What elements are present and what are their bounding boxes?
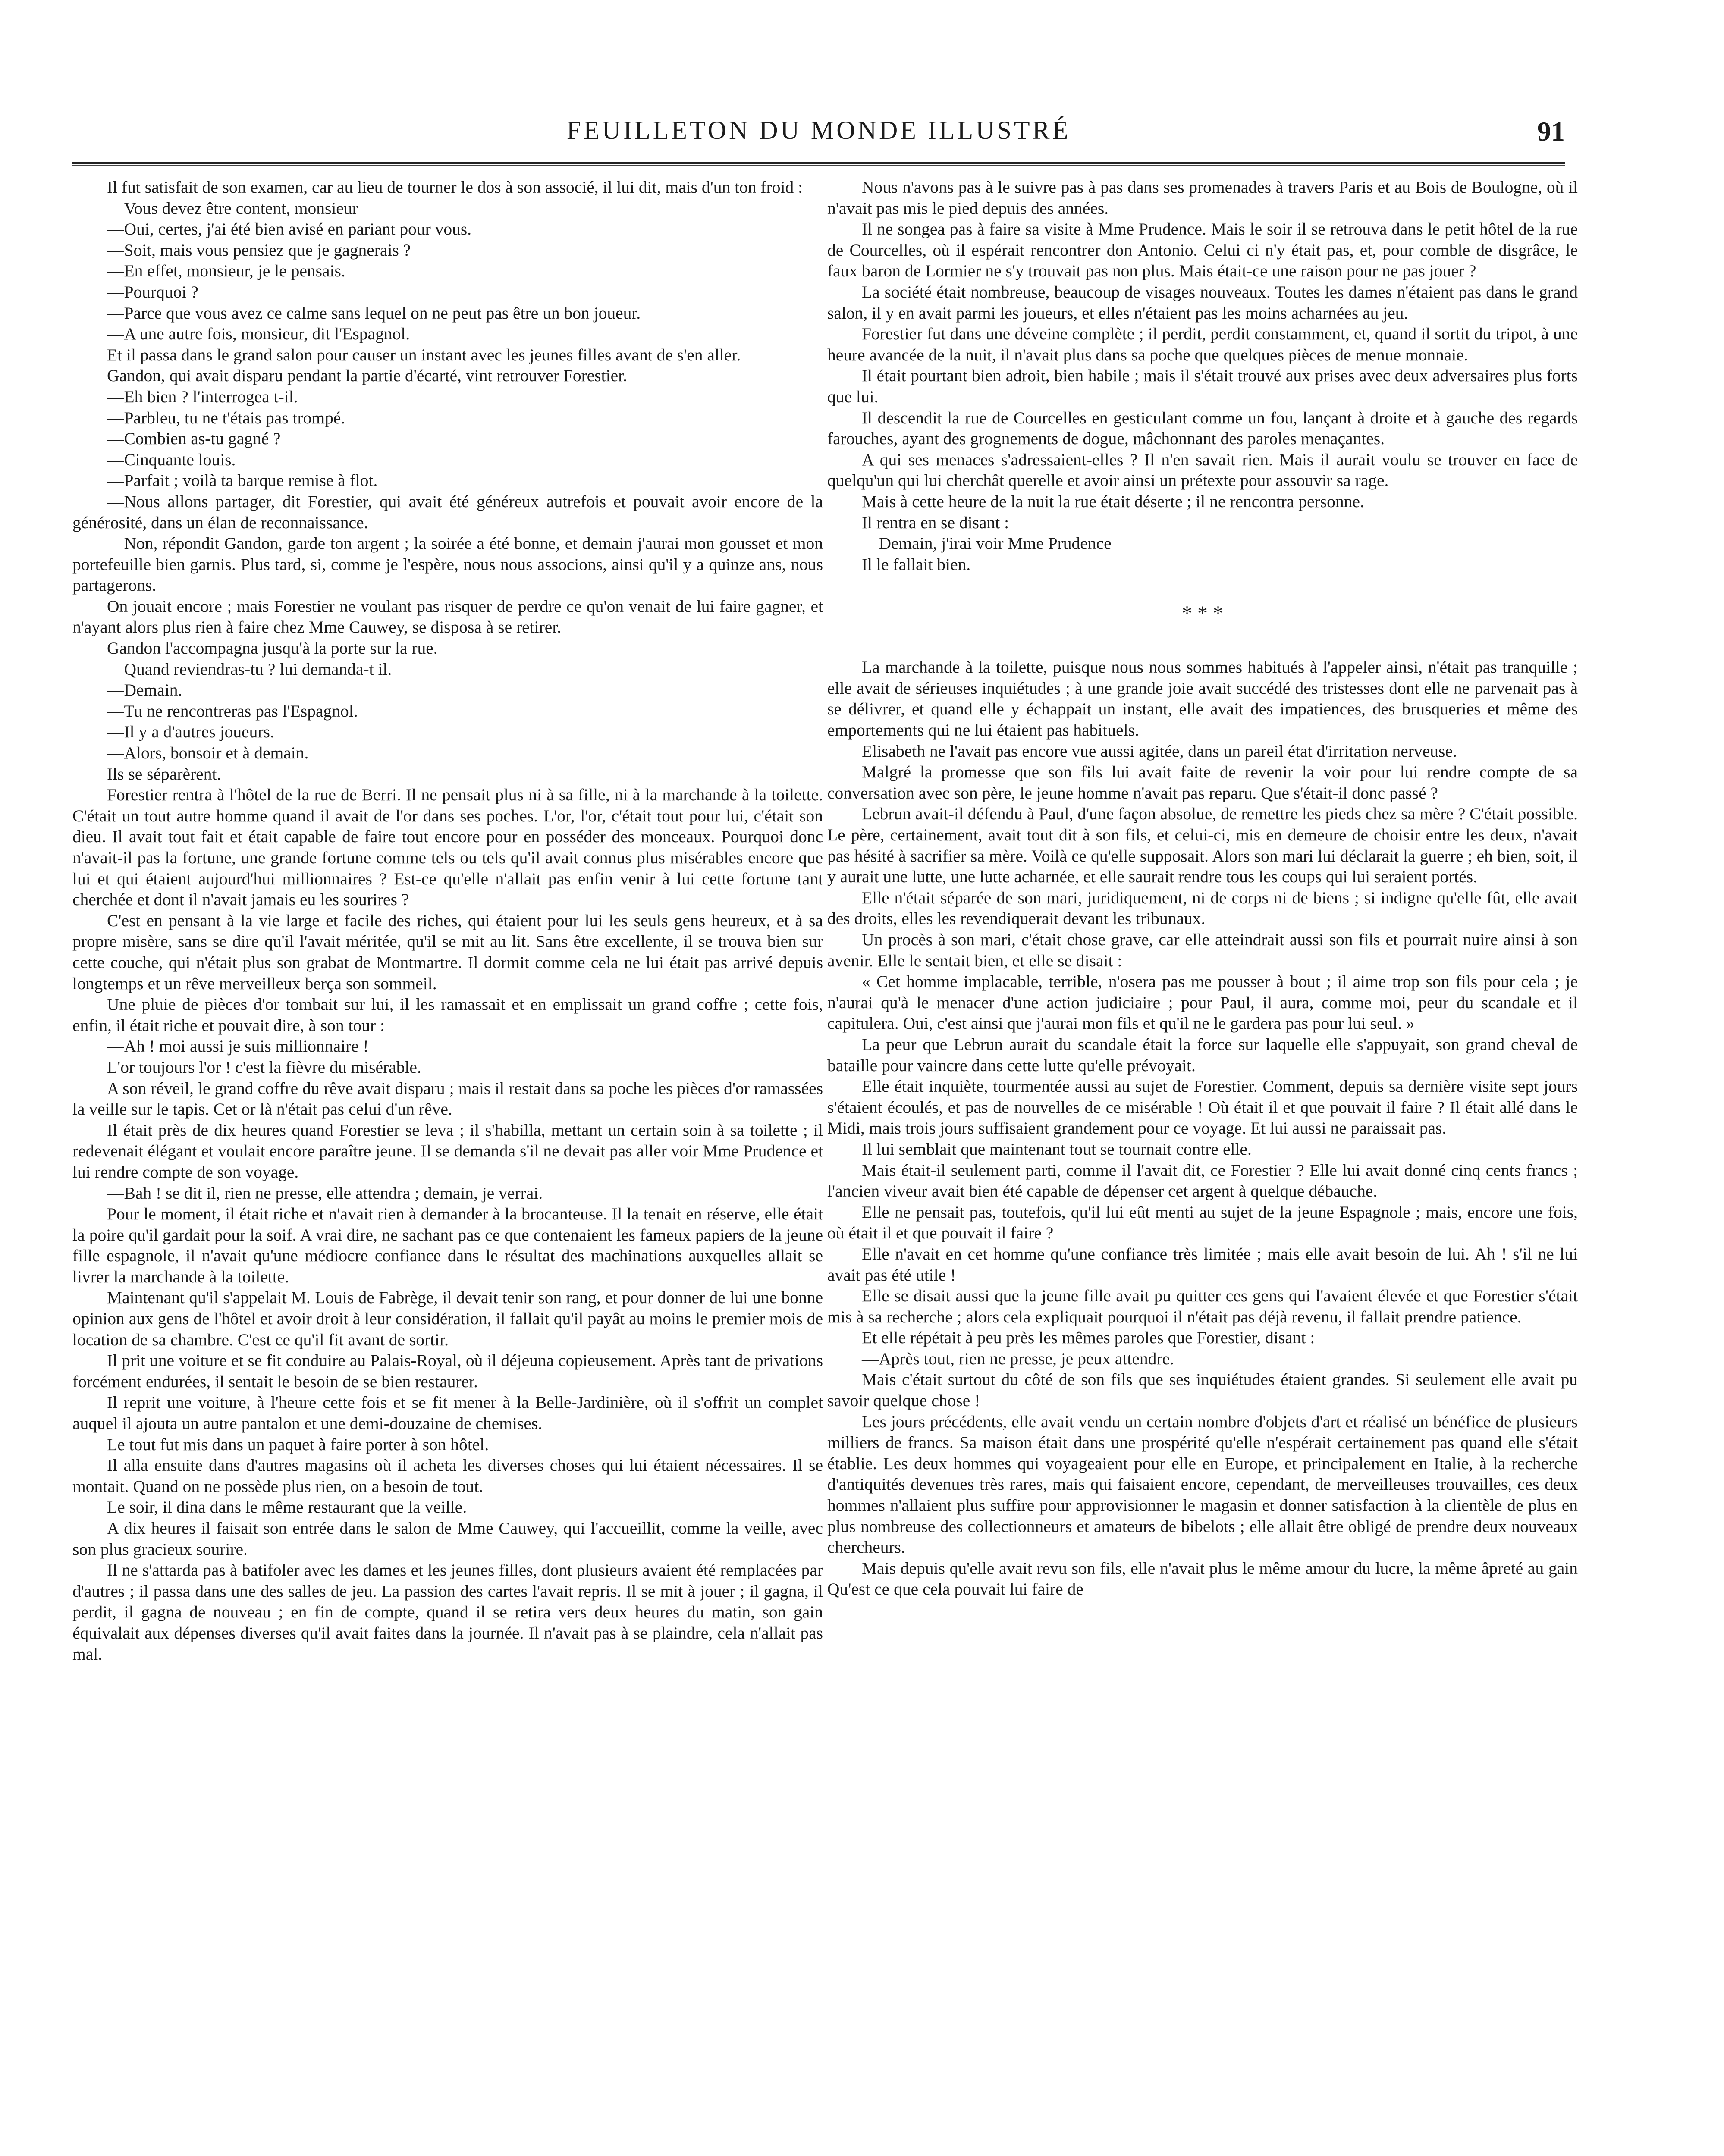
paragraph: —Oui, certes, j'ai été bien avisé en pariant pour vous. (107, 219, 472, 239)
paragraph: A dix heures il faisait son entrée dans le salon de Mme Cauwey, qui l'accueillit, comme la veille, avec son plus gracieux sourire. (72, 1519, 823, 1559)
paragraph: « Cet homme implacable, terrible, n'osera pas me pousser à bout ; il aime trop son fils pour cela ; je n'aurai qu'à le menacer d'une action judiciaire ; pour Paul, il aura, comme moi, peur du scandale et il capitulera. Oui, c'est ainsi que j'aurai mon fils et qu'il ne le gardera pas pour lui seul. » (827, 972, 1578, 1033)
paragraph: —Parbleu, tu ne t'étais pas trompé. (107, 408, 345, 427)
header-rule-thin (72, 165, 1565, 166)
paragraph: Et elle répétait à peu près les mêmes paroles que Forestier, disant : (862, 1328, 1315, 1348)
paragraph: —Eh bien ? l'interrogea t-il. (107, 387, 298, 406)
paragraph: Gandon, qui avait disparu pendant la partie d'écarté, vint retrouver Forestier. (107, 366, 627, 385)
paragraph: Et il passa dans le grand salon pour causer un instant avec les jeunes filles avant de s'en aller. (107, 345, 741, 364)
right-column (827, 177, 1578, 1600)
paragraph: A son réveil, le grand coffre du rêve avait disparu ; mais il restait dans sa poche les pièces d'or ramassées la veille sur le tapis. Cet or là n'était pas celui d'un rêve. (72, 1078, 823, 1119)
paragraph: Elle se disait aussi que la jeune fille avait pu quitter ces gens qui l'avaient élevée et que Forestier s'était mis à sa recherche ; alors cela expliquait pourquoi il n'était pas déjà revenu, il fallait prendre patience. (827, 1286, 1578, 1326)
paragraph: —Combien as-tu gagné ? (107, 429, 281, 448)
paragraph: La société était nombreuse, beaucoup de visages nouveaux. Toutes les dames n'étaient pas dans le grand salon, il y en avait parmi les joueurs, et elles n'étaient pas les moins acharnées au jeu. (827, 282, 1578, 323)
left-column (72, 177, 823, 1664)
paragraph: Il rentra en se disant : (862, 513, 1009, 532)
paragraph: Un procès à son mari, c'était chose grave, car elle atteindrait aussi son fils et pourrait nuire ainsi à son avenir. Elle le sentait bien, et elle se disait : (827, 930, 1578, 970)
paragraph: Mais depuis qu'elle avait revu son fils, elle n'avait plus le même amour du lucre, la même âpreté au gain Qu'est ce que cela pouvait lui faire de (827, 1558, 1578, 1599)
paragraph: Gandon l'accompagna jusqu'à la porte sur la rue. (107, 639, 438, 658)
paragraph: —Non, répondit Gandon, garde ton argent ; la soirée a été bonne, et demain j'aurai mon gousset et mon portefeuille bien garnis. Plus tard, si, comme je l'espère, nous nous associons, ainsi qu'il y a quinze ans, nous partagerons. (72, 534, 823, 595)
paragraph: Il fut satisfait de son examen, car au lieu de tourner le dos à son associé, il lui dit, mais d'un ton froid : (107, 178, 803, 197)
paragraph: Mais était-il seulement parti, comme il l'avait dit, ce Forestier ? Elle lui avait donné cinq cents francs ; l'ancien viveur avait bien été capable de dépenser cet argent à quelque débauche. (827, 1160, 1578, 1201)
paragraph: —Nous allons partager, dit Forestier, qui avait été généreux autrefois et pouvait avoir encore de la générosité, dans un élan de reconnaissance. (72, 492, 823, 532)
paragraph: Il ne songea pas à faire sa visite à Mme Prudence. Mais le soir il se retrouva dans le petit hôtel de la rue de Courcelles, où il espérait rencontrer don Antonio. Celui ci n'y était pas, et, pour comble de disgrâce, le faux baron de Lormier ne s'y trouvait pas non plus. Mais était-ce une raison pour ne pas jouer ? (827, 219, 1578, 281)
paragraph: Il ne s'attarda pas à batifoler avec les dames et les jeunes filles, dont plusieurs avaient été remplacées par d'autres ; il passa dans une des salles de jeu. La passion des cartes l'avait repris. Il se mit à jouer ; il gagna, il perdit, il gagna de nouveau ; en fin de compte, quand il se retira vers deux heures du matin, son gain équivalait aux dépenses diverses qu'il avait faites dans la journée. Il n'avait pas à se plaindre, cela n'allait pas mal. (72, 1561, 823, 1664)
paragraph: Elle était inquiète, tourmentée aussi au sujet de Forestier. Comment, depuis sa dernière visite sept jours s'étaient écoulés, et pas de nouvelles de ce misérable ! Où était il et que pouvait il faire ? Il était allé dans le Midi, mais trois jours suffisaient grandement pour ce voyage. Et lui aussi ne paraissait pas. (827, 1077, 1578, 1138)
paragraph: —Demain, j'irai voir Mme Prudence (862, 534, 1112, 553)
paragraph: Elle ne pensait pas, toutefois, qu'il lui eût menti au sujet de la jeune Espagnole ; mais, encore une fois, où était il et que pouvait il faire ? (827, 1202, 1578, 1243)
page-header (72, 116, 1565, 159)
paragraph: Maintenant qu'il s'appelait M. Louis de Fabrège, il devait tenir son rang, et pour donner de lui une bonne opinion aux gens de l'hôtel et avoir droit à leur considération, il fallait qu'il payât au moins le premier mois de location de sa chambre. C'est ce qu'il fit avant de sortir. (72, 1288, 823, 1349)
paragraph: Ils se séparèrent. (107, 764, 221, 783)
paragraph: Lebrun avait-il défendu à Paul, d'une façon absolue, de remettre les pieds chez sa mère ? C'était possible. Le père, certainement, avait tout dit à son fils, et celui-ci, mis en demeure de choisir entre les deux, n'avait pas hésité à sacrifier sa mère. Voilà ce qu'elle supposait. Alors son mari lui déclarait la guerre ; eh bien, soit, il y aurait une lutte, une lutte acharnée, et elle saurait rendre tous les coups qui lui seraient portés. (827, 804, 1578, 887)
paragraph: Il lui semblait que maintenant tout se tournait contre elle. (862, 1139, 1252, 1159)
paragraph: L'or toujours l'or ! c'est la fièvre du misérable. (107, 1057, 421, 1077)
paragraph: —Pourquoi ? (107, 282, 198, 301)
paragraph: Il alla ensuite dans d'autres magasins où il acheta les diverses choses qui lui étaient nécessaires. Il se montait. Quand on ne possède plus rien, on a besoin de tout. (72, 1456, 823, 1496)
paragraph: Il reprit une voiture, à l'heure cette fois et se fit mener à la Belle-Jardinière, où il s'offrit un complet auquel il ajouta un autre pantalon et une demi-douzaine de chemises. (72, 1393, 823, 1433)
paragraph: Mais c'était surtout du côté de son fils que ses inquiétudes étaient grandes. Si seulement elle avait pu savoir quelque chose ! (827, 1370, 1578, 1410)
paragraph: Le tout fut mis dans un paquet à faire porter à son hôtel. (107, 1435, 489, 1454)
page-number: 91 (1537, 116, 1565, 147)
paragraph: Pour le moment, il était riche et n'avait rien à demander à la brocanteuse. Il la tenait en réserve, elle était la poire qu'il gardait pour la soif. A vrai dire, ne sachant pas ce que contenaient les fameux papiers de la jeune fille espagnole, il n'avait qu'une médiocre confiance dans le résultat des machinations auxquelles allait se livrer la marchande à la toilette. (72, 1204, 823, 1286)
paragraph: —Il y a d'autres joueurs. (107, 722, 274, 742)
paragraph: —Soit, mais vous pensiez que je gagnerais ? (107, 240, 411, 260)
paragraph: Forestier rentra à l'hôtel de la rue de Berri. Il ne pensait plus ni à sa fille, ni à la marchande à la toilette. C'était un tout autre homme quand il avait de l'or dans ses poches. L'or, l'or, c'était tout pour lui, c'était son dieu. Il avait tout fait et était capable de faire tout encore pour en posséder des monceaux. Pourquoi donc n'avait-il pas la fortune, une grande fortune comme tels ou tels qu'il avait connus plus misérables encore que lui et qui étaient aujourd'hui millionnaires ? Est-ce qu'elle n'allait pas enfin venir à lui cette fortune tant cherchée et dont il n'avait jamais eu les sourires ? (72, 785, 823, 909)
paragraph: Forestier fut dans une déveine complète ; il perdit, perdit constamment, et, quand il sortit du tripot, à une heure avancée de la nuit, il n'avait plus dans sa poche que quelques pièces de menue monnaie. (827, 324, 1578, 364)
paragraph: On jouait encore ; mais Forestier ne voulant pas risquer de perdre ce qu'on venait de lui faire gagner, et n'ayant alors plus rien à faire chez Mme Cauwey, se disposa à se retirer. (72, 596, 823, 637)
running-title: FEUILLETON DU MONDE ILLUSTRÉ (566, 116, 1071, 144)
paragraph: Malgré la promesse que son fils lui avait faite de revenir la voir pour lui rendre compte de sa conversation avec son père, le jeune homme n'avait pas reparu. Que s'était-il donc passé ? (827, 762, 1578, 802)
paragraph: Elle n'avait en cet homme qu'une confiance très limitée ; mais elle avait besoin de lui. Ah ! s'il ne lui avait pas été utile ! (827, 1244, 1578, 1285)
paragraph: La peur que Lebrun aurait du scandale était la force sur laquelle elle s'appuyait, son grand cheval de bataille pour vaincre dans cette lutte qu'elle prévoyait. (827, 1034, 1578, 1075)
paragraph: —Vous devez être content, monsieur (107, 198, 358, 218)
paragraph: —Bah ! se dit il, rien ne presse, elle attendra ; demain, je verrai. (107, 1183, 543, 1203)
paragraph: Il descendit la rue de Courcelles en gesticulant comme un fou, lançant à droite et à gauche des regards farouches, ayant des grognements de dogue, mâchonnant des paroles menaçantes. (827, 408, 1578, 448)
paragraph: Il prit une voiture et se fit conduire au Palais-Royal, où il déjeuna copieusement. Après tant de privations forcément endurées, il sentait le besoin de se bien restaurer. (72, 1351, 823, 1391)
paragraph: —En effet, monsieur, je le pensais. (107, 261, 345, 281)
paragraph: A qui ses menaces s'adressaient-elles ? Il n'en savait rien. Mais il aurait voulu se trouver en face de quelqu'un qui lui cherchât querelle et avoir ainsi un prétexte pour assouvir sa rage. (827, 450, 1578, 490)
paragraph: —Tu ne rencontreras pas l'Espagnol. (107, 701, 358, 721)
paragraph: Il était pourtant bien adroit, bien habile ; mais il s'était trouvé aux prises avec deux adversaires plus forts que lui. (827, 366, 1578, 406)
paragraph: Le soir, il dina dans le même restaurant que la veille. (107, 1498, 467, 1517)
paragraph: Nous n'avons pas à le suivre pas à pas dans ses promenades à travers Paris et au Bois de Boulogne, où il n'avait pas mis le pied depuis des années. (827, 178, 1578, 218)
paragraph: —Alors, bonsoir et à demain. (107, 743, 309, 763)
paragraph: Les jours précédents, elle avait vendu un certain nombre d'objets d'art et réalisé un bénéfice de plusieurs milliers de francs. Sa maison était dans une prospérité qu'elle n'espérait certainement pas quand elle s'était établie. Les deux hommes qui voyageaient pour elle en Europe, et principalement en Italie, à la recherche d'antiquités devenues très rares, mais qui faisaient encore, cependant, de merveilleuses trouvailles, ces deux hommes n'allaient plus suffire pour approvisionner le magasin et donner satisfaction à la clientèle de plus en plus nombreuse des collectionneurs et amateurs de bibelots ; elle allait être obligé de prendre deux nouveaux chercheurs. (827, 1412, 1578, 1557)
paragraph: —Parce que vous avez ce calme sans lequel on ne peut pas être un bon joueur. (107, 303, 641, 323)
paragraph: Il était près de dix heures quand Forestier se leva ; il s'habilla, mettant un certain soin à sa toilette ; il redevenait élégant et voulait encore paraître jeune. Il se demanda s'il ne devait pas aller voir Mme Prudence et lui rendre compte de son voyage. (72, 1120, 823, 1181)
section-separator: * * * (1182, 602, 1223, 625)
paragraph: —Parfait ; voilà ta barque remise à flot. (107, 471, 378, 490)
paragraph: C'est en pensant à la vie large et facile des riches, qui étaient pour lui les seuls gens heureux, et à sa propre misère, sans se dire qu'il l'avait méritée, qu'il se mit au lit. Sans être excellente, il se trouva bien sur cette couche, qui n'était plus son grabat de Montmartre. Il dormit comme cela ne lui était pas arrivé depuis longtemps et un rêve merveilleux berça son sommeil. (72, 911, 823, 993)
paragraph: —Cinquante louis. (107, 450, 236, 469)
paragraph: —Ah ! moi aussi je suis millionnaire ! (107, 1037, 369, 1056)
paragraph: —A une autre fois, monsieur, dit l'Espagnol. (107, 324, 410, 344)
paragraph: —Demain. (107, 680, 182, 700)
paragraph: Elle n'était séparée de son mari, juridiquement, ni de corps ni de biens ; si indigne qu'elle fût, elle avait des droits, elles les revendiquerait devant les tribunaux. (827, 888, 1578, 928)
header-rule (72, 162, 1565, 164)
paragraph: Mais à cette heure de la nuit la rue était déserte ; il ne rencontra personne. (862, 492, 1364, 511)
paragraph: Une pluie de pièces d'or tombait sur lui, il les ramassait et en emplissait un grand coffre ; cette fois, enfin, il était riche et pouvait dire, à son tour : (72, 995, 823, 1035)
paragraph: La marchande à la toilette, puisque nous nous sommes habitués à l'appeler ainsi, n'était pas tranquille ; elle avait de sérieuses inquiétudes ; à une grande joie avait succédé des tristesses dont elle ne parvenait pas à se délivrer, et quand elle y échappait un instant, elle avait des impatiences, des brusqueries et même des emportements qui ne lui étaient pas habituels. (827, 658, 1578, 740)
paragraph: —Après tout, rien ne presse, je peux attendre. (862, 1349, 1174, 1368)
paragraph: Il le fallait bien. (862, 555, 971, 574)
paragraph: —Quand reviendras-tu ? lui demanda-t il. (107, 659, 392, 679)
paragraph: Elisabeth ne l'avait pas encore vue aussi agitée, dans un pareil état d'irritation nerveuse. (862, 741, 1457, 761)
